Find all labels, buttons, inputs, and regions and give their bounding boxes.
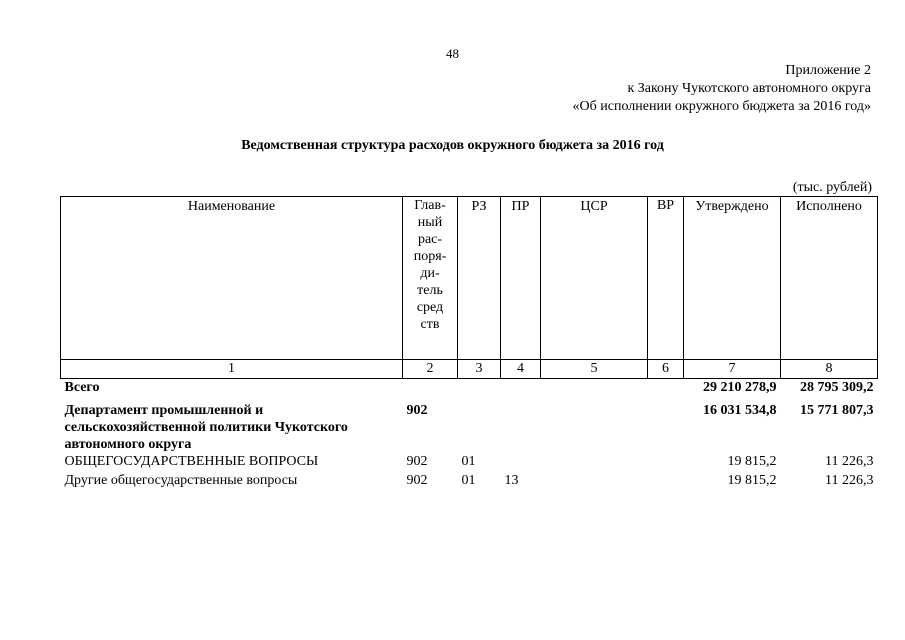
row-name: Департамент промышленной и сельскохозяйственной политики Чукотского автономного округа xyxy=(64,403,348,452)
row-name: Всего xyxy=(64,380,100,395)
header-glav-line: поря- xyxy=(413,249,447,264)
row-csr xyxy=(541,472,648,491)
row-csr xyxy=(541,398,648,453)
row-approved: 19 815,2 xyxy=(727,473,777,488)
row-glav: 902 xyxy=(406,454,428,469)
row-vr xyxy=(648,472,684,491)
column-number: 2 xyxy=(403,360,458,379)
row-name: ОБЩЕГОСУДАРСТВЕННЫЕ ВОПРОСЫ xyxy=(64,454,319,469)
header-row xyxy=(61,197,878,360)
header-glav-line: Глав- xyxy=(414,198,446,213)
header-rz: РЗ xyxy=(458,197,501,360)
row-glav: 902 xyxy=(406,473,428,488)
header-approved: Утверждено xyxy=(684,197,781,360)
table-row-total xyxy=(61,379,878,399)
row-approved: 19 815,2 xyxy=(727,454,777,469)
row-pr xyxy=(501,379,541,399)
column-number: 7 xyxy=(684,360,781,379)
row-executed: 15 771 807,3 xyxy=(800,403,874,418)
header-name: Наименование xyxy=(61,197,403,360)
appendix-header xyxy=(573,62,871,116)
header-glav-line: рас- xyxy=(417,232,443,247)
appendix-line-3: «Об исполнении окружного бюджета за 2016 год» xyxy=(572,99,871,114)
row-csr xyxy=(541,453,648,472)
header-glav-line: ный xyxy=(417,215,443,230)
row-vr xyxy=(648,453,684,472)
table-row-department xyxy=(61,398,878,453)
table-row-subsection xyxy=(61,472,878,491)
header-glav-line: сред xyxy=(416,300,444,315)
column-number: 4 xyxy=(501,360,541,379)
row-approved: 16 031 534,8 xyxy=(703,403,777,418)
row-glav xyxy=(403,379,458,399)
row-rz xyxy=(458,398,501,453)
row-approved: 29 210 278,9 xyxy=(703,380,777,395)
column-number: 1 xyxy=(61,360,403,379)
appendix-line-1: Приложение 2 xyxy=(785,63,871,78)
row-vr xyxy=(648,398,684,453)
row-vr xyxy=(648,379,684,399)
column-number-row xyxy=(61,360,878,379)
header-csr: ЦСР xyxy=(541,197,648,360)
page-number: 48 xyxy=(446,46,459,61)
table-row-section xyxy=(61,453,878,472)
row-rz: 01 xyxy=(461,473,476,488)
column-number: 5 xyxy=(541,360,648,379)
row-rz: 01 xyxy=(461,454,476,469)
header-vr: ВР xyxy=(648,197,684,360)
row-pr: 13 xyxy=(504,473,519,488)
row-pr xyxy=(501,398,541,453)
header-chief-administrator xyxy=(403,197,458,360)
row-pr xyxy=(501,453,541,472)
column-number: 3 xyxy=(458,360,501,379)
row-executed: 28 795 309,2 xyxy=(800,380,874,395)
row-executed: 11 226,3 xyxy=(825,473,874,488)
row-name: Другие общегосударственные вопросы xyxy=(64,473,298,488)
document-title: Ведомственная структура расходов окружного бюджета за 2016 год xyxy=(241,138,664,153)
column-number: 6 xyxy=(648,360,684,379)
column-number: 8 xyxy=(781,360,878,379)
row-rz xyxy=(458,379,501,399)
budget-table xyxy=(60,196,878,491)
header-executed: Исполнено xyxy=(781,197,878,360)
header-glav-line: ди- xyxy=(420,266,440,281)
header-pr: ПР xyxy=(501,197,541,360)
row-glav: 902 xyxy=(406,403,428,418)
header-glav-line: ств xyxy=(420,317,440,332)
header-glav-line: тель xyxy=(417,283,443,298)
units-note: (тыс. рублей) xyxy=(792,180,872,195)
row-executed: 11 226,3 xyxy=(825,454,874,469)
appendix-line-2: к Закону Чукотского автономного округа xyxy=(627,81,871,96)
row-csr xyxy=(541,379,648,399)
